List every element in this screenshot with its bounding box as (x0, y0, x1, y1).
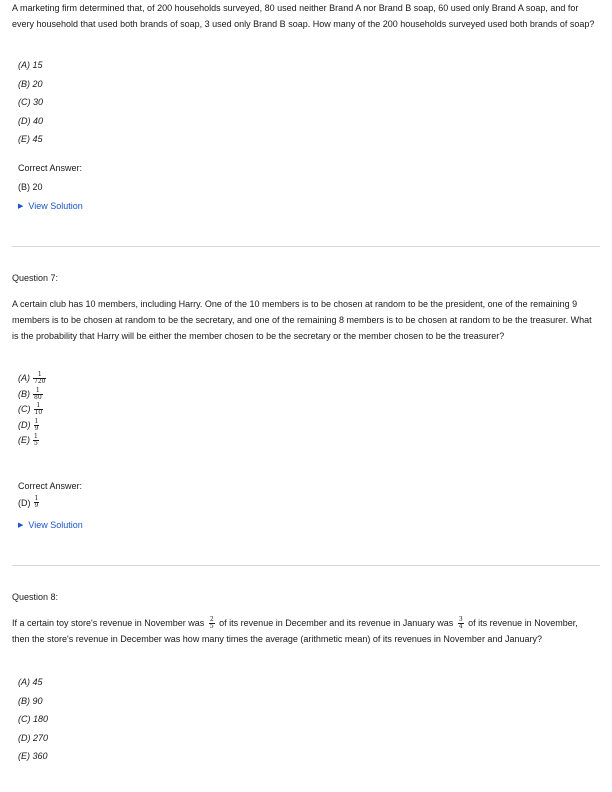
q7-correct-answer-fraction: $\frac{1}{9}$ (34, 495, 39, 509)
q7-option-b[interactable] (18, 387, 46, 403)
q7-correct-answer-option: (D) (18, 497, 31, 508)
q7-correct-answer-value (18, 496, 39, 509)
q6-view-solution-link[interactable] (18, 201, 83, 211)
q6-text: A marketing firm determined that, of 200 households surveyed, 80 used neither Brand A nor Brand B soap, 60 used only Brand A soap, and for every household that used both brands of soap, 3 used only Brand B soap. How many of the 200 households surveyed used both brands of soap? (12, 3, 595, 29)
q6-options (18, 56, 43, 149)
q8-text-part3: of its revenue in November, then the store's revenue in December was how many times the average (arithmetic mean) of its revenues in November and January? (12, 618, 578, 644)
q7-option-e-fraction: $\frac{1}{5}$ (34, 433, 38, 448)
q6-view-solution-label: View Solution (28, 201, 83, 211)
q7-text: A certain club has 10 members, including Harry. One of the 10 members is to be chosen at random to be the president, one of the remaining 9 members is to be chosen at random to be the secretary, and one of the remaining 8 members is to be chosen at random to be the treasurer. What is the probability that Harry will be either the member chosen to be the secretary or the member chosen to be the treasurer? (12, 299, 592, 341)
q7-view-solution-label: View Solution (28, 520, 83, 530)
q8-option-c[interactable]: (C) 180 (18, 714, 49, 724)
q7-option-a-label: (A) (18, 373, 30, 383)
q8-option-e[interactable]: (E) 360 (18, 751, 48, 761)
q8-fraction-2-5: $\frac{2}{5}$ (209, 616, 214, 631)
divider (12, 565, 600, 566)
q6-option-c[interactable]: (C) 30 (18, 97, 44, 107)
q7-option-c-label: (C) (18, 404, 31, 414)
q7-option-b-label: (B) (18, 388, 30, 399)
q7-option-d-fraction: $\frac{1}{9}$ (34, 417, 39, 432)
q7-option-a-fraction: $\frac{1}{720}$ (34, 371, 46, 386)
q6-correct-answer-label: Correct Answer: (18, 163, 83, 173)
q6-option-b[interactable]: (B) 20 (18, 78, 43, 89)
q8-option-d[interactable]: (D) 270 (18, 732, 49, 743)
q8-option-b[interactable]: (B) 90 (18, 695, 43, 706)
q7-heading: Question 7: (12, 273, 59, 283)
q7-option-e-label: (E) (18, 435, 30, 445)
q8-option-a[interactable]: (A) 45 (18, 677, 43, 687)
triangle-right-icon: ▶ (18, 522, 24, 529)
q8-text-part2: of its revenue in December and its revenue in January was (219, 618, 454, 628)
q7-option-c[interactable] (18, 402, 46, 418)
q8-text-part1: If a certain toy store's revenue in November was (12, 618, 205, 628)
q7-option-e[interactable] (18, 433, 46, 449)
q8-text (12, 615, 597, 647)
q8-fraction-3-4: $\frac{3}{4}$ (458, 616, 463, 631)
q8-options (18, 673, 48, 766)
q7-option-d-label: (D) (18, 419, 31, 430)
q7-option-b-fraction: $\frac{1}{80}$ (34, 386, 42, 401)
q8-heading: Question 8: (12, 592, 59, 602)
q6-option-e[interactable]: (E) 45 (18, 134, 43, 144)
q6-option-d[interactable]: (D) 40 (18, 115, 44, 126)
q6-option-a[interactable]: (A) 15 (18, 60, 43, 70)
q7-correct-answer-label: Correct Answer: (18, 481, 83, 491)
divider (12, 246, 600, 247)
q7-option-d[interactable] (18, 418, 46, 434)
q7-option-a[interactable] (18, 371, 46, 387)
q7-option-c-fraction: $\frac{1}{10}$ (34, 402, 43, 417)
q6-correct-answer-value: (B) 20 (18, 182, 43, 192)
q7-view-solution-link[interactable] (18, 520, 83, 530)
q7-options (18, 371, 46, 449)
triangle-right-icon: ▶ (18, 203, 24, 210)
